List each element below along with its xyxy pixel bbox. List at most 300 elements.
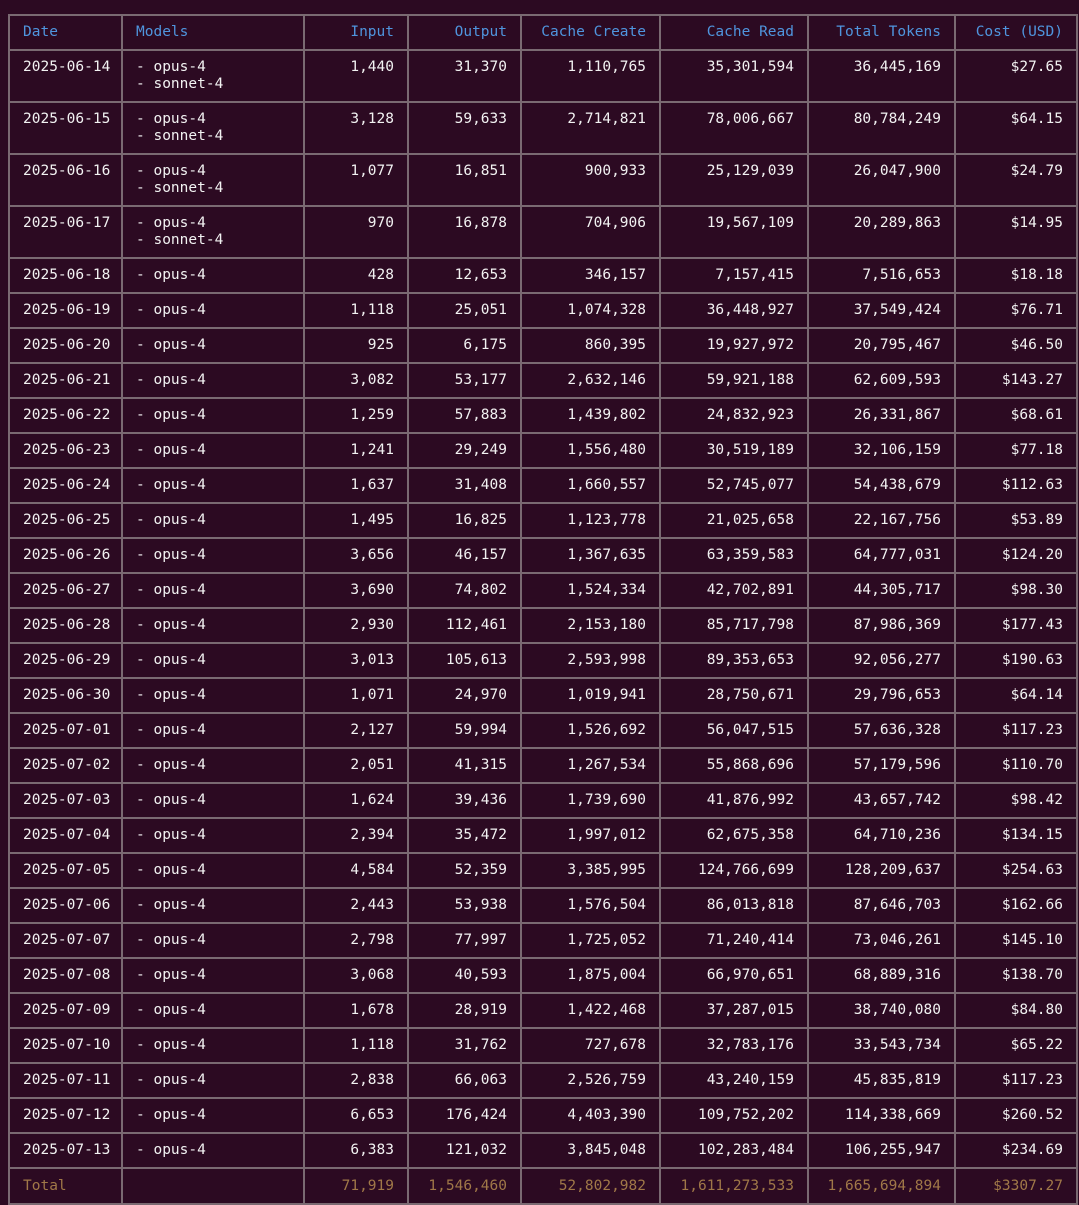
total-tokens: 1,665,694,894 <box>808 1168 955 1204</box>
model-name: - opus-4 <box>136 582 206 598</box>
cell-cache-create: 1,739,690 <box>521 783 660 818</box>
cell-cache-read: 41,876,992 <box>660 783 808 818</box>
cell-input: 428 <box>304 258 408 293</box>
cell-cache-create: 1,439,802 <box>521 398 660 433</box>
cell-date: 2025-07-10 <box>9 1028 122 1063</box>
cell-date: 2025-07-02 <box>9 748 122 783</box>
cell-cost: $98.30 <box>955 573 1077 608</box>
cell-models <box>122 468 304 503</box>
cell-models <box>122 398 304 433</box>
cell-input: 3,128 <box>304 102 408 154</box>
model-name: - opus-4 <box>136 792 206 808</box>
total-output: 1,546,460 <box>408 1168 521 1204</box>
cell-date: 2025-06-21 <box>9 363 122 398</box>
cell-date: 2025-07-04 <box>9 818 122 853</box>
cell-cost: $14.95 <box>955 206 1077 258</box>
total-models <box>122 1168 304 1204</box>
header-models: Models <box>122 15 304 50</box>
model-name: - opus-4 <box>136 512 206 528</box>
cell-cache-create: 1,123,778 <box>521 503 660 538</box>
cell-date: 2025-07-08 <box>9 958 122 993</box>
cell-cache-read: 52,745,077 <box>660 468 808 503</box>
cell-cost: $53.89 <box>955 503 1077 538</box>
cell-date: 2025-06-26 <box>9 538 122 573</box>
cell-output: 121,032 <box>408 1133 521 1168</box>
cell-cache-create: 1,267,534 <box>521 748 660 783</box>
cell-cache-read: 7,157,415 <box>660 258 808 293</box>
cell-output: 53,177 <box>408 363 521 398</box>
model-name: - opus-4 <box>136 652 206 668</box>
cell-models <box>122 293 304 328</box>
cell-cache-read: 37,287,015 <box>660 993 808 1028</box>
cell-date: 2025-07-01 <box>9 713 122 748</box>
cell-total-tokens: 128,209,637 <box>808 853 955 888</box>
cell-date: 2025-06-23 <box>9 433 122 468</box>
model-name: - opus-4 <box>136 442 206 458</box>
cell-input: 2,127 <box>304 713 408 748</box>
cell-input: 1,495 <box>304 503 408 538</box>
cell-output: 53,938 <box>408 888 521 923</box>
table-row <box>9 206 1077 258</box>
cell-models <box>122 888 304 923</box>
cell-cache-read: 28,750,671 <box>660 678 808 713</box>
cell-cache-read: 24,832,923 <box>660 398 808 433</box>
cell-cost: $138.70 <box>955 958 1077 993</box>
cell-output: 31,370 <box>408 50 521 102</box>
cell-input: 1,118 <box>304 293 408 328</box>
model-name: - opus-4 <box>136 407 206 423</box>
cell-cost: $117.23 <box>955 1063 1077 1098</box>
cell-input: 3,690 <box>304 573 408 608</box>
cell-cache-create: 1,725,052 <box>521 923 660 958</box>
cell-date: 2025-07-05 <box>9 853 122 888</box>
cell-date: 2025-06-22 <box>9 398 122 433</box>
model-name: - sonnet-4 <box>136 180 224 196</box>
cell-cost: $46.50 <box>955 328 1077 363</box>
cell-cost: $260.52 <box>955 1098 1077 1133</box>
cell-cache-read: 56,047,515 <box>660 713 808 748</box>
table-row <box>9 713 1077 748</box>
cell-total-tokens: 106,255,947 <box>808 1133 955 1168</box>
cell-cache-create: 4,403,390 <box>521 1098 660 1133</box>
cell-output: 74,802 <box>408 573 521 608</box>
table-row <box>9 573 1077 608</box>
cell-input: 2,051 <box>304 748 408 783</box>
cell-cache-create: 1,110,765 <box>521 50 660 102</box>
cell-cache-create: 2,593,998 <box>521 643 660 678</box>
cell-cost: $124.20 <box>955 538 1077 573</box>
cell-output: 59,994 <box>408 713 521 748</box>
model-name: - opus-4 <box>136 477 206 493</box>
header-input: Input <box>304 15 408 50</box>
cell-cache-create: 3,845,048 <box>521 1133 660 1168</box>
model-name: - opus-4 <box>136 1002 206 1018</box>
cell-input: 6,653 <box>304 1098 408 1133</box>
cell-models <box>122 993 304 1028</box>
table-row <box>9 958 1077 993</box>
cell-input: 1,077 <box>304 154 408 206</box>
cell-input: 2,930 <box>304 608 408 643</box>
header-cache-create: Cache Create <box>521 15 660 50</box>
table-row <box>9 1028 1077 1063</box>
cell-output: 59,633 <box>408 102 521 154</box>
cell-total-tokens: 26,047,900 <box>808 154 955 206</box>
cell-models <box>122 923 304 958</box>
cell-total-tokens: 20,795,467 <box>808 328 955 363</box>
model-name: - sonnet-4 <box>136 76 224 92</box>
cell-cache-create: 2,632,146 <box>521 363 660 398</box>
cell-date: 2025-06-20 <box>9 328 122 363</box>
cell-cache-read: 124,766,699 <box>660 853 808 888</box>
cell-date: 2025-06-29 <box>9 643 122 678</box>
cell-cost: $18.18 <box>955 258 1077 293</box>
cell-total-tokens: 87,646,703 <box>808 888 955 923</box>
header-total-tokens: Total Tokens <box>808 15 955 50</box>
cell-cost: $112.63 <box>955 468 1077 503</box>
cell-output: 39,436 <box>408 783 521 818</box>
cell-output: 66,063 <box>408 1063 521 1098</box>
model-name: - opus-4 <box>136 59 206 75</box>
cell-models <box>122 258 304 293</box>
model-name: - opus-4 <box>136 337 206 353</box>
cell-input: 1,678 <box>304 993 408 1028</box>
cell-total-tokens: 68,889,316 <box>808 958 955 993</box>
cell-date: 2025-06-18 <box>9 258 122 293</box>
cell-models <box>122 363 304 398</box>
cell-cost: $24.79 <box>955 154 1077 206</box>
cell-output: 16,851 <box>408 154 521 206</box>
table-row <box>9 102 1077 154</box>
cell-models <box>122 748 304 783</box>
cell-models <box>122 608 304 643</box>
cell-cache-read: 89,353,653 <box>660 643 808 678</box>
model-name: - opus-4 <box>136 1072 206 1088</box>
cell-input: 1,241 <box>304 433 408 468</box>
table-row <box>9 538 1077 573</box>
cell-cache-read: 62,675,358 <box>660 818 808 853</box>
cell-cache-read: 63,359,583 <box>660 538 808 573</box>
model-name: - sonnet-4 <box>136 232 224 248</box>
model-name: - opus-4 <box>136 547 206 563</box>
cell-output: 31,762 <box>408 1028 521 1063</box>
cell-cache-create: 727,678 <box>521 1028 660 1063</box>
model-name: - opus-4 <box>136 302 206 318</box>
cell-cost: $64.14 <box>955 678 1077 713</box>
cell-cache-read: 86,013,818 <box>660 888 808 923</box>
cell-date: 2025-06-17 <box>9 206 122 258</box>
cell-models <box>122 328 304 363</box>
table-row <box>9 1133 1077 1168</box>
table-row <box>9 433 1077 468</box>
cell-cost: $110.70 <box>955 748 1077 783</box>
cell-cost: $177.43 <box>955 608 1077 643</box>
table-row <box>9 748 1077 783</box>
cell-cache-create: 1,524,334 <box>521 573 660 608</box>
cell-input: 4,584 <box>304 853 408 888</box>
cell-total-tokens: 37,549,424 <box>808 293 955 328</box>
cell-cache-create: 704,906 <box>521 206 660 258</box>
cell-total-tokens: 87,986,369 <box>808 608 955 643</box>
cell-date: 2025-06-30 <box>9 678 122 713</box>
cell-output: 40,593 <box>408 958 521 993</box>
total-cache-read: 1,611,273,533 <box>660 1168 808 1204</box>
cell-cost: $27.65 <box>955 50 1077 102</box>
table-row <box>9 643 1077 678</box>
table-row <box>9 293 1077 328</box>
table-row <box>9 923 1077 958</box>
cell-total-tokens: 7,516,653 <box>808 258 955 293</box>
table-header-row <box>9 15 1077 50</box>
cell-date: 2025-07-06 <box>9 888 122 923</box>
cell-total-tokens: 64,777,031 <box>808 538 955 573</box>
cell-output: 52,359 <box>408 853 521 888</box>
cell-input: 3,013 <box>304 643 408 678</box>
cell-cost: $64.15 <box>955 102 1077 154</box>
cell-models <box>122 818 304 853</box>
cell-date: 2025-07-07 <box>9 923 122 958</box>
cell-cache-read: 19,927,972 <box>660 328 808 363</box>
cell-cache-create: 1,367,635 <box>521 538 660 573</box>
table-row <box>9 154 1077 206</box>
cell-input: 1,624 <box>304 783 408 818</box>
cell-models <box>122 678 304 713</box>
cell-total-tokens: 73,046,261 <box>808 923 955 958</box>
cell-input: 1,259 <box>304 398 408 433</box>
model-name: - opus-4 <box>136 967 206 983</box>
table-row <box>9 503 1077 538</box>
total-cost: $3307.27 <box>955 1168 1077 1204</box>
cell-cost: $84.80 <box>955 993 1077 1028</box>
model-name: - opus-4 <box>136 862 206 878</box>
model-name: - opus-4 <box>136 267 206 283</box>
total-cache-create: 52,802,982 <box>521 1168 660 1204</box>
table-row <box>9 50 1077 102</box>
cell-output: 105,613 <box>408 643 521 678</box>
cell-cost: $162.66 <box>955 888 1077 923</box>
cell-output: 25,051 <box>408 293 521 328</box>
cell-cache-create: 1,019,941 <box>521 678 660 713</box>
cell-output: 46,157 <box>408 538 521 573</box>
cell-cache-read: 59,921,188 <box>660 363 808 398</box>
cell-models <box>122 206 304 258</box>
cell-models <box>122 433 304 468</box>
header-cost: Cost (USD) <box>955 15 1077 50</box>
cell-total-tokens: 45,835,819 <box>808 1063 955 1098</box>
cell-models <box>122 50 304 102</box>
cell-cache-create: 900,933 <box>521 154 660 206</box>
table-row <box>9 888 1077 923</box>
cell-cache-create: 860,395 <box>521 328 660 363</box>
cell-models <box>122 154 304 206</box>
model-name: - opus-4 <box>136 722 206 738</box>
header-date: Date <box>9 15 122 50</box>
cell-date: 2025-07-11 <box>9 1063 122 1098</box>
cell-cache-read: 36,448,927 <box>660 293 808 328</box>
header-cache-read: Cache Read <box>660 15 808 50</box>
cell-output: 6,175 <box>408 328 521 363</box>
cell-cache-create: 1,526,692 <box>521 713 660 748</box>
cell-cache-read: 35,301,594 <box>660 50 808 102</box>
cell-cache-create: 1,576,504 <box>521 888 660 923</box>
model-name: - sonnet-4 <box>136 128 224 144</box>
cell-output: 31,408 <box>408 468 521 503</box>
cell-input: 2,443 <box>304 888 408 923</box>
model-name: - opus-4 <box>136 1037 206 1053</box>
cell-cache-create: 1,660,557 <box>521 468 660 503</box>
model-name: - opus-4 <box>136 372 206 388</box>
cell-cache-read: 25,129,039 <box>660 154 808 206</box>
cell-models <box>122 853 304 888</box>
cell-total-tokens: 57,179,596 <box>808 748 955 783</box>
cell-output: 16,878 <box>408 206 521 258</box>
cell-models <box>122 1028 304 1063</box>
cell-cache-create: 1,875,004 <box>521 958 660 993</box>
model-name: - opus-4 <box>136 111 206 127</box>
table-row <box>9 328 1077 363</box>
cell-date: 2025-07-09 <box>9 993 122 1028</box>
total-label: Total <box>9 1168 122 1204</box>
cell-models <box>122 1063 304 1098</box>
table-row <box>9 818 1077 853</box>
model-name: - opus-4 <box>136 687 206 703</box>
cell-cache-create: 1,074,328 <box>521 293 660 328</box>
cell-models <box>122 1098 304 1133</box>
total-row <box>9 1168 1077 1204</box>
cell-models <box>122 643 304 678</box>
cell-total-tokens: 29,796,653 <box>808 678 955 713</box>
cell-models <box>122 503 304 538</box>
cell-cache-create: 2,714,821 <box>521 102 660 154</box>
cell-total-tokens: 80,784,249 <box>808 102 955 154</box>
cell-input: 2,838 <box>304 1063 408 1098</box>
cell-cache-read: 30,519,189 <box>660 433 808 468</box>
cell-models <box>122 783 304 818</box>
cell-date: 2025-06-25 <box>9 503 122 538</box>
cell-total-tokens: 22,167,756 <box>808 503 955 538</box>
cell-cost: $77.18 <box>955 433 1077 468</box>
cell-models <box>122 1133 304 1168</box>
cell-cache-read: 21,025,658 <box>660 503 808 538</box>
table-row <box>9 258 1077 293</box>
cell-cache-read: 66,970,651 <box>660 958 808 993</box>
cell-date: 2025-06-24 <box>9 468 122 503</box>
cell-cache-read: 71,240,414 <box>660 923 808 958</box>
cell-output: 28,919 <box>408 993 521 1028</box>
cell-cache-read: 78,006,667 <box>660 102 808 154</box>
cell-output: 41,315 <box>408 748 521 783</box>
cell-total-tokens: 62,609,593 <box>808 363 955 398</box>
cell-output: 35,472 <box>408 818 521 853</box>
cell-total-tokens: 36,445,169 <box>808 50 955 102</box>
table-row <box>9 993 1077 1028</box>
table-row <box>9 678 1077 713</box>
cell-total-tokens: 57,636,328 <box>808 713 955 748</box>
table-row <box>9 783 1077 818</box>
cell-output: 29,249 <box>408 433 521 468</box>
table-row <box>9 398 1077 433</box>
model-name: - opus-4 <box>136 932 206 948</box>
cell-cache-create: 1,997,012 <box>521 818 660 853</box>
cell-cache-read: 19,567,109 <box>660 206 808 258</box>
table-body <box>9 50 1077 1168</box>
model-name: - opus-4 <box>136 163 206 179</box>
cell-cache-create: 1,422,468 <box>521 993 660 1028</box>
cell-cost: $254.63 <box>955 853 1077 888</box>
cell-cache-create: 2,526,759 <box>521 1063 660 1098</box>
cell-cost: $145.10 <box>955 923 1077 958</box>
cell-cost: $117.23 <box>955 713 1077 748</box>
cell-input: 970 <box>304 206 408 258</box>
table-row <box>9 363 1077 398</box>
cell-date: 2025-06-15 <box>9 102 122 154</box>
cell-cost: $190.63 <box>955 643 1077 678</box>
cell-date: 2025-06-27 <box>9 573 122 608</box>
cell-cache-read: 109,752,202 <box>660 1098 808 1133</box>
model-name: - opus-4 <box>136 215 206 231</box>
cell-date: 2025-06-14 <box>9 50 122 102</box>
cell-input: 925 <box>304 328 408 363</box>
cell-date: 2025-06-19 <box>9 293 122 328</box>
table-row <box>9 1098 1077 1133</box>
cell-cache-create: 346,157 <box>521 258 660 293</box>
cell-output: 77,997 <box>408 923 521 958</box>
cell-models <box>122 102 304 154</box>
cell-models <box>122 573 304 608</box>
cell-input: 2,394 <box>304 818 408 853</box>
cell-date: 2025-06-16 <box>9 154 122 206</box>
cell-cache-create: 3,385,995 <box>521 853 660 888</box>
cell-models <box>122 958 304 993</box>
cell-models <box>122 538 304 573</box>
cell-date: 2025-06-28 <box>9 608 122 643</box>
cell-cache-read: 42,702,891 <box>660 573 808 608</box>
cell-output: 57,883 <box>408 398 521 433</box>
cell-output: 16,825 <box>408 503 521 538</box>
cell-total-tokens: 33,543,734 <box>808 1028 955 1063</box>
cell-total-tokens: 44,305,717 <box>808 573 955 608</box>
model-name: - opus-4 <box>136 1142 206 1158</box>
cell-input: 3,082 <box>304 363 408 398</box>
cell-cost: $98.42 <box>955 783 1077 818</box>
cell-output: 12,653 <box>408 258 521 293</box>
cell-input: 1,637 <box>304 468 408 503</box>
table-row <box>9 468 1077 503</box>
cell-output: 176,424 <box>408 1098 521 1133</box>
cell-date: 2025-07-12 <box>9 1098 122 1133</box>
cell-input: 3,656 <box>304 538 408 573</box>
table-row <box>9 1063 1077 1098</box>
cell-cache-read: 102,283,484 <box>660 1133 808 1168</box>
cell-total-tokens: 54,438,679 <box>808 468 955 503</box>
usage-table <box>8 14 1078 1205</box>
cell-cache-create: 2,153,180 <box>521 608 660 643</box>
table-row <box>9 853 1077 888</box>
cell-cache-create: 1,556,480 <box>521 433 660 468</box>
model-name: - opus-4 <box>136 1107 206 1123</box>
cell-date: 2025-07-13 <box>9 1133 122 1168</box>
cell-input: 2,798 <box>304 923 408 958</box>
cell-output: 24,970 <box>408 678 521 713</box>
cell-total-tokens: 64,710,236 <box>808 818 955 853</box>
model-name: - opus-4 <box>136 827 206 843</box>
model-name: - opus-4 <box>136 757 206 773</box>
cell-total-tokens: 20,289,863 <box>808 206 955 258</box>
total-input: 71,919 <box>304 1168 408 1204</box>
cell-cost: $234.69 <box>955 1133 1077 1168</box>
cell-cost: $134.15 <box>955 818 1077 853</box>
table-row <box>9 608 1077 643</box>
cell-total-tokens: 92,056,277 <box>808 643 955 678</box>
